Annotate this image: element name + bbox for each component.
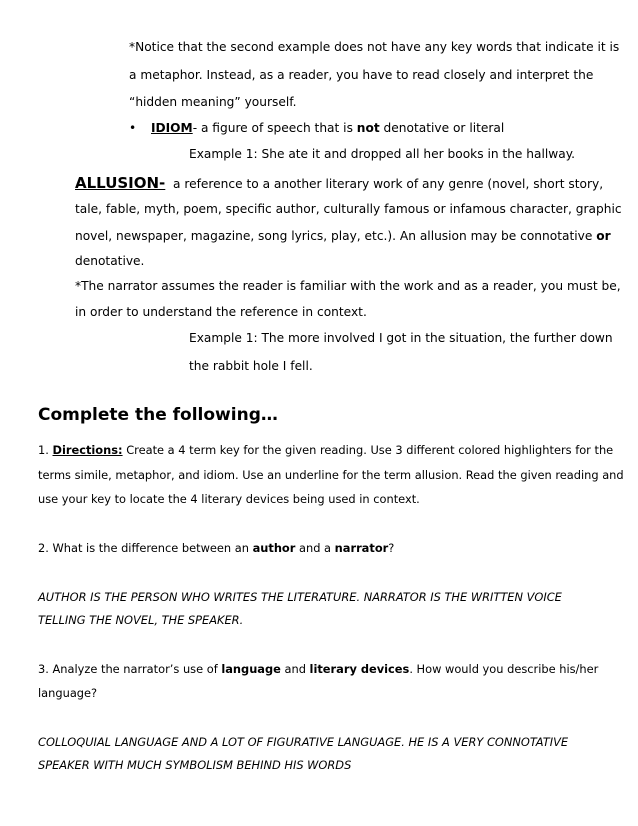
q3-line-1 [38,661,598,677]
allusion-note-2: in order to understand the reference in context. [75,305,367,319]
allusion-line-1 [75,173,603,194]
q3-devices: literary devices [309,662,410,676]
notice-line-1: *Notice that the second example does not have any key words that indicate it is [129,40,620,54]
q3-text-b: and [280,662,310,676]
q3-text-c: . How would you describe his/her [409,662,599,676]
answer-2-line-1: AUTHOR IS THE PERSON WHO WRITES THE LITERATURE. NARRATOR IS THE WRITTEN VOICE [38,590,562,604]
q3-language: language [221,662,281,676]
answer-3-line-1: COLLOQUIAL LANGUAGE AND A LOT OF FIGURATIVE LANGUAGE. HE IS A VERY CONNOTATIVE [38,735,569,749]
idiom-definition [129,120,504,136]
q1-number: 1. [38,443,53,457]
q2-narrator: narrator [334,541,389,555]
q2-author: author [252,541,296,555]
idiom-term: IDIOM [151,121,193,135]
bullet-icon: • [129,121,137,135]
idiom-def-a: - a figure of speech that is [192,121,357,135]
q2-text-b: and a [295,541,335,555]
q1-text-1: Create a 4 term key for the given reading. Use 3 different colored highlighters for the [122,443,614,457]
allusion-def-3a: novel, newspaper, magazine, song lyrics, play, etc.). An allusion may be connotative [75,229,597,243]
q3-line-2: language? [38,686,98,700]
allusion-note-1: *The narrator assumes the reader is familiar with the work and as a reader, you must be, [75,279,621,293]
answer-3-line-2: SPEAKER WITH MUCH SYMBOLISM BEHIND HIS WORDS [38,758,352,772]
answer-2-line-2: TELLING THE NOVEL, THE SPEAKER. [38,613,244,627]
idiom-def-b: denotative or literal [379,121,505,135]
q1-directions-label: Directions: [52,443,123,457]
allusion-def-1: a reference to a another literary work of any genre (novel, short story, [173,177,604,191]
allusion-term: ALLUSION- [75,174,166,192]
allusion-line-4: denotative. [75,254,145,268]
allusion-line-2: tale, fable, myth, poem, specific author, culturally famous or infamous character, graphic [75,202,622,216]
q2-text-c: ? [388,541,395,555]
idiom-def-not: not [356,121,380,135]
q1-line-3: use your key to locate the 4 literary devices being used in context. [38,492,420,506]
q2-line [38,540,394,556]
q3-text-a: 3. Analyze the narrator’s use of [38,662,222,676]
notice-line-2: a metaphor. Instead, as a reader, you have to read closely and interpret the [129,68,594,82]
allusion-def-or: or [596,229,611,243]
q1-line-1 [38,442,613,458]
notice-line-3: “hidden meaning” yourself. [129,95,297,109]
allusion-line-3 [75,228,611,244]
idiom-example: Example 1: She ate it and dropped all her books in the hallway. [189,147,576,161]
q1-line-2: terms simile, metaphor, and idiom. Use an underline for the term allusion. Read the given reading and [38,468,624,482]
section-heading: Complete the following… [38,405,278,425]
allusion-example-2: the rabbit hole I fell. [189,359,313,373]
q2-text-a: 2. What is the difference between an [38,541,253,555]
allusion-example-1: Example 1: The more involved I got in the situation, the further down [189,331,613,345]
